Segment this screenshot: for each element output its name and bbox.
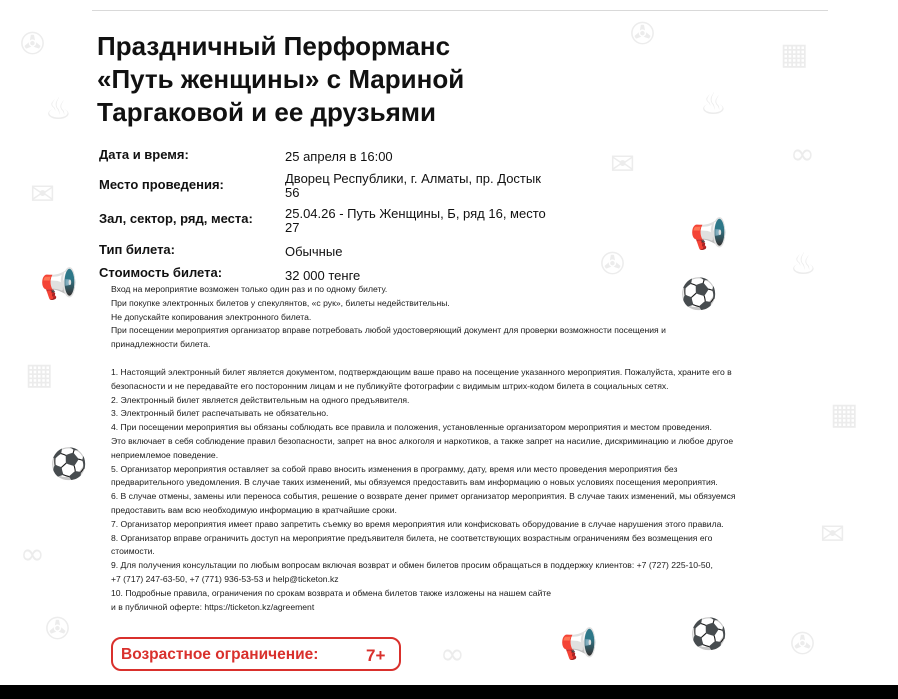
ticket-icon: ✉: [610, 147, 636, 182]
price-label: Стоимость билета:: [99, 265, 223, 280]
rule-line: 8. Организатор вправе ограничить доступ на мероприятие предъявителя билета, не соответствующих возрастным ограничениям без возмещения его: [111, 532, 713, 543]
price-value: 32 000 тенге: [285, 268, 361, 283]
age-restriction-value: 7+: [366, 646, 386, 665]
clapperboard-icon: ▦: [780, 37, 809, 72]
rule-line: предоставить вам всю необходимую информацию в кратчайшие сроки.: [111, 504, 397, 515]
rule-line: 7. Организатор мероприятия имеет право запретить съемку во время мероприятия или конфисковать оборудование в случае нарушения этого правила.: [111, 518, 724, 529]
rule-line: и в публичной оферте: https://ticketon.kz/agreement: [111, 601, 315, 612]
rule-line: предварительного уведомления. В случае таких изменений, мы обязуемся предоставить вам информацию о новых условиях посещения мероприятия.: [111, 477, 718, 488]
rule-line: 9. Для получения консультации по любым вопросам включая возврат и обмен билетов просим обращаться в поддержку клиентов: +7 (727) 225-10-50,: [111, 560, 713, 571]
ticket-type-value: Обычные: [285, 244, 343, 259]
date-value: 25 апреля в 16:00: [285, 149, 393, 164]
rule-line: 3. Электронный билет распечатывать не обязательно.: [111, 408, 329, 419]
event-title: [97, 30, 557, 129]
megaphone-icon: 📢: [690, 217, 728, 252]
popcorn-icon: ♨: [45, 92, 72, 127]
seat-value: [285, 207, 555, 235]
seat-label: Зал, сектор, ряд, места:: [99, 211, 253, 226]
rule-line: безопасности и не передавайте его посторонним лицам и не публикуйте фотографии с видимым штрих-кодом билета в социальных сетях.: [111, 380, 669, 391]
film-reel-icon: ✇: [20, 27, 46, 62]
rule-line: 4. При посещении мероприятия вы обязаны соблюдать все правила и положения, установленные организатором мероприятия и местом проведения.: [111, 422, 712, 433]
date-label: Дата и время:: [99, 147, 189, 162]
ticket-rules: [111, 283, 811, 614]
soccer-ball-icon: ⚽: [680, 277, 718, 312]
film-reel-icon: ✇: [45, 612, 71, 647]
rule-line: неприемлемое поведение.: [111, 449, 219, 460]
rule-line: 10. Подробные правила, ограничения по срокам возврата и обмена билетов также изложены на нашем сайте: [111, 587, 552, 598]
popcorn-icon: ♨: [700, 87, 727, 122]
notice-line: При посещении мероприятия организатор вправе потребовать любой удостоверяющий документ для проверки возможности посещения и: [111, 325, 666, 336]
ticket-type-label: Тип билета:: [99, 242, 175, 257]
notice-line: При покупке электронных билетов у спекулянтов, «с рук», билеты недействительны.: [111, 297, 450, 308]
soccer-ball-icon: ⚽: [50, 447, 88, 482]
3d-glasses-icon: ∞: [440, 637, 465, 672]
rule-line: 6. В случае отмены, замены или переноса события, решение о возврате денег примет организатор мероприятия. В случае таких изменений, мы обязуемся: [111, 491, 736, 502]
megaphone-icon: 📢: [40, 267, 78, 302]
notice-line: Вход на мероприятие возможен только один раз и по одному билету.: [111, 284, 388, 294]
top-divider: [92, 10, 828, 11]
event-title-line: Таргаковой и ее друзьями: [97, 97, 436, 127]
rule-line: 5. Организатор мероприятия оставляет за собой право вносить изменения в программу, дату, время или место проведения мероприятия без: [111, 463, 678, 474]
rule-line: стоимости.: [111, 546, 155, 557]
film-reel-icon: ✇: [600, 247, 626, 282]
age-restriction-label: Возрастное ограничение:: [121, 646, 319, 663]
rule-line: 2. Электронный билет является действительным на одного предъявителя.: [111, 394, 410, 405]
seat-value-line: 25.04.26 - Путь Женщины, Б, ряд 16, место: [285, 206, 546, 221]
popcorn-icon: ♨: [790, 247, 817, 282]
rule-line: +7 (717) 247-63-50, +7 (771) 936-53-53 и help@ticketon.kz: [111, 573, 339, 584]
seat-value-line: 27: [285, 220, 300, 235]
venue-label: Место проведения:: [99, 177, 224, 192]
film-reel-icon: ✇: [630, 17, 656, 52]
bottom-edge: [0, 685, 898, 699]
soccer-ball-icon: ⚽: [690, 617, 728, 652]
megaphone-icon: 📢: [560, 627, 598, 662]
clapperboard-icon: ▦: [25, 357, 54, 392]
3d-glasses-icon: ∞: [20, 537, 45, 572]
event-title-line: «Путь женщины» с Мариной: [97, 64, 465, 94]
rule-line: 1. Настоящий электронный билет является документом, подтверждающим ваше право на посещение указанного мероприятия. Пожалуйста, храните его в: [111, 366, 732, 377]
ticket-icon: ✉: [30, 177, 56, 212]
venue-value-line: Дворец Республики, г. Алматы, пр. Достык: [285, 171, 541, 186]
notice-line: принадлежности билета.: [111, 339, 211, 350]
3d-glasses-icon: ∞: [790, 137, 815, 172]
ticket-icon: ✉: [820, 517, 846, 552]
event-title-line: Праздничный Перформанс: [97, 31, 451, 61]
venue-value: [285, 172, 555, 200]
age-restriction-badge: [111, 637, 401, 671]
notice-line: Не допускайте копирования электронного билета.: [111, 311, 312, 322]
rule-line: Это включает в себя соблюдение правил безопасности, запрет на внос алкоголя и наркотиков, а также запрет на насилие, дискриминацию и любое другое: [111, 435, 734, 446]
clapperboard-icon: ▦: [830, 397, 859, 432]
venue-value-line: 56: [285, 185, 300, 200]
film-reel-icon: ✇: [790, 627, 816, 662]
